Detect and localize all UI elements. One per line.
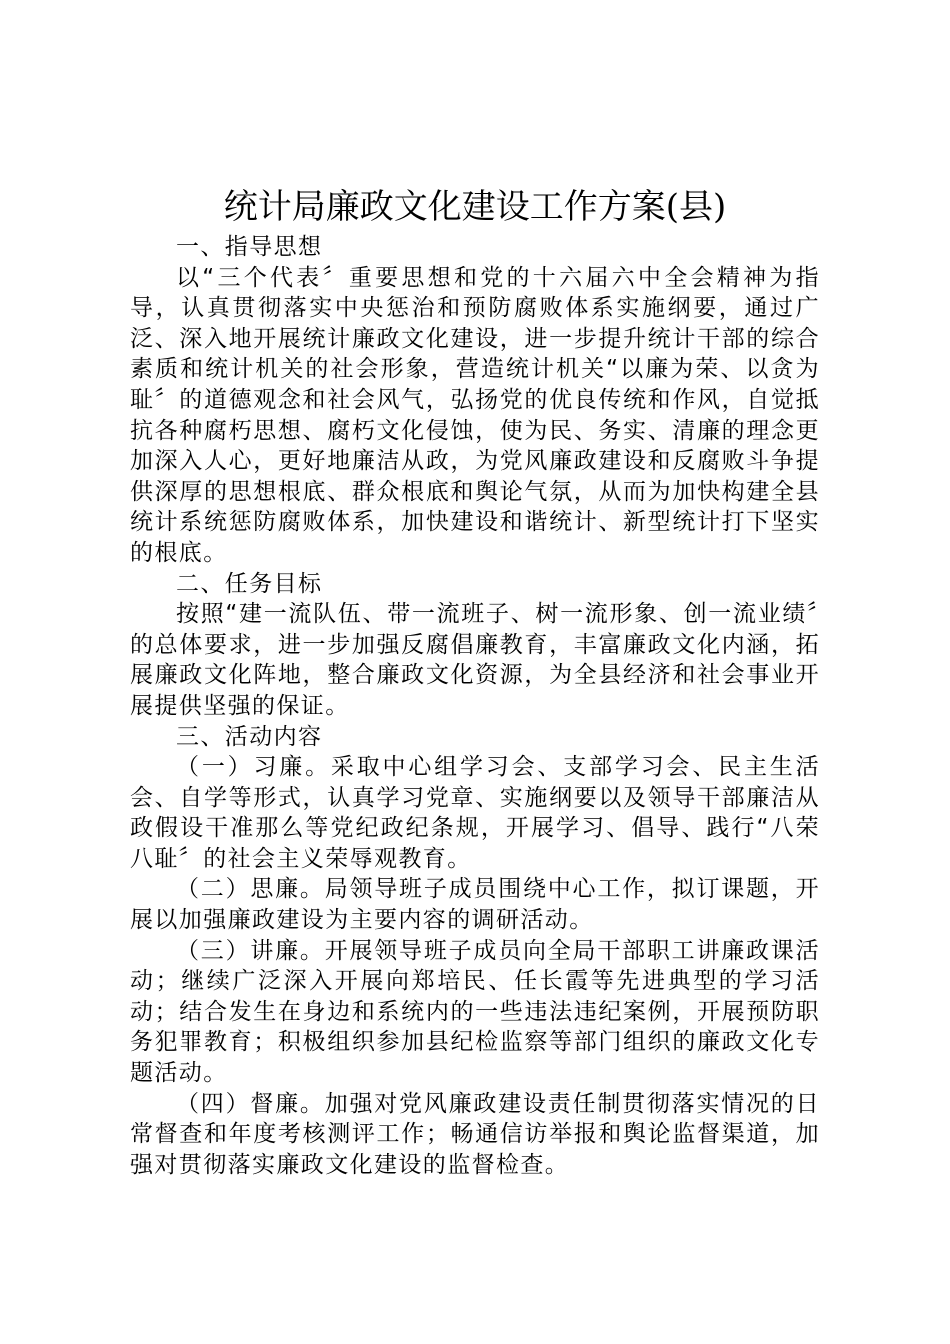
section-heading-guiding-ideology: 一、指导思想 — [176, 234, 323, 260]
section-heading-task-goals: 二、任务目标 — [176, 570, 323, 597]
paragraph-activity-study: （一）习廉。采取中心组学习会、支部学习会、民主生活会、自学等形式，认真学习党章、实施纲要以及领导干部廉洁从政假设干准那么等党纪政纪条规，开展学习、倡导、践行“八荣八耻〞的社会主义荣辱观教育。 — [130, 754, 820, 872]
document-body — [130, 232, 820, 1180]
document-title: 统计局廉政文化建设工作方案(县) — [223, 187, 727, 227]
paragraph-guiding-ideology: 以“三个代表〞重要思想和党的十六届六中全会精神为指导，认真贯彻落实中央惩治和预防腐败体系实施纲要，通过广泛、深入地开展统计廉政文化建设，进一步提升统计干部的综合素质和统计机关的社会形象，营造统计机关“以廉为荣、以贪为耻〞的道德观念和社会风气，弘扬党的优良传统和作风，自觉抵抗各种腐朽思想、腐朽文化侵蚀，使为民、务实、清廉的理念更加深入人心，更好地廉洁从政，为党风廉政建设和反腐败斗争提供深厚的思想根底、群众根底和舆论气氛，从而为加快构建全县统计系统惩防腐败体系，加快建设和谐统计、新型统计打下坚实的根底。 — [130, 264, 820, 566]
paragraph-activity-supervise: （四）督廉。加强对党风廉政建设责任制贯彻落实情况的日常督查和年度考核测评工作；畅通信访举报和舆论监督渠道，加强对贯彻落实廉政文化建设的监督检查。 — [130, 1090, 820, 1178]
paragraph-task-goals: 按照“建一流队伍、带一流班子、树一流形象、创一流业绩〞的总体要求，进一步加强反腐倡廉教育，丰富廉政文化内涵，拓展廉政文化阵地，整合廉政文化资源，为全县经济和社会事业开展提供坚强的保证。 — [130, 601, 820, 719]
paragraph-activity-lecture: （三）讲廉。开展领导班子成员向全局干部职工讲廉政课活动；继续广泛深入开展向郑培民、任长霞等先进典型的学习活动；结合发生在身边和系统内的一些违法违纪案例，开展预防职务犯罪教育；积极组织参加县纪检监察等部门组织的廉政文化专题活动。 — [130, 937, 820, 1087]
paragraph-activity-reflect: （二）思廉。局领导班子成员围绕中心工作，拟订课题，开展以加强廉政建设为主要内容的调研活动。 — [130, 876, 820, 934]
section-heading-activities: 三、活动内容 — [176, 723, 323, 750]
